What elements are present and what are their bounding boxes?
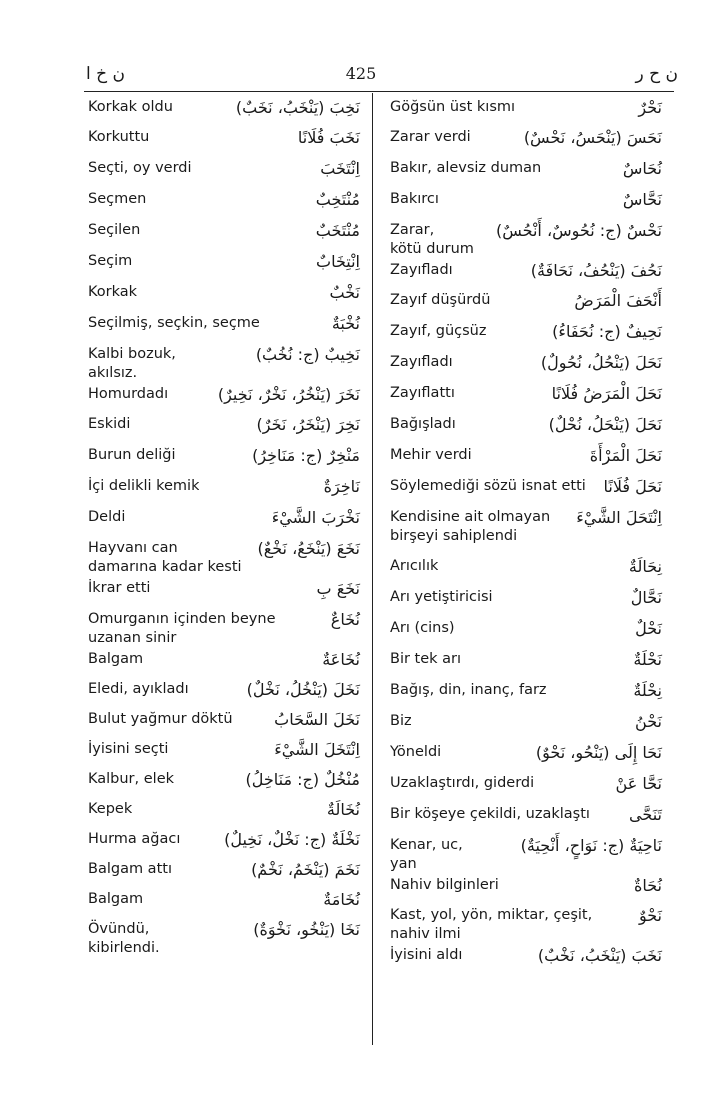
- dictionary-entry: [88, 740, 360, 759]
- turkish-meaning-line: Kenar, uc,: [390, 837, 463, 853]
- dictionary-entry: [88, 920, 360, 958]
- dictionary-entry: [390, 291, 662, 310]
- turkish-meaning-continuation: akılsız.: [88, 365, 138, 381]
- header-left-letters: ن خ ا: [86, 64, 125, 84]
- arabic-headword: نُخَاعٌ: [330, 610, 360, 629]
- dictionary-entry: [88, 128, 360, 147]
- dictionary-entry: [390, 712, 662, 731]
- turkish-meaning-continuation: yan: [390, 856, 417, 872]
- dictionary-entry: [88, 190, 360, 209]
- dictionary-entry: [390, 322, 662, 341]
- dictionary-entry: [88, 252, 360, 271]
- arabic-headword: نَحَلَ الْمَرْأَةَ: [589, 446, 662, 465]
- turkish-meaning: Yöneldi: [390, 744, 442, 760]
- turkish-meaning: Bakır, alevsiz duman: [390, 160, 542, 176]
- right-column: [390, 98, 662, 965]
- dictionary-entry: [88, 345, 360, 383]
- arabic-headword: نَحَا إِلَى (يَنْحُو، نَحْوٌ): [535, 743, 662, 762]
- turkish-meaning: Bir tek arı: [390, 651, 462, 667]
- dictionary-entry: [88, 680, 360, 699]
- arabic-headword: نَحَّا عَنْ: [615, 774, 662, 793]
- turkish-meaning: Söylemediği sözü isnat etti: [390, 478, 586, 494]
- dictionary-entry: [88, 579, 360, 598]
- dictionary-entry: [390, 557, 662, 576]
- turkish-meaning: Seçilen: [88, 222, 141, 238]
- turkish-meaning: Kepek: [88, 801, 133, 817]
- dictionary-entry: [88, 890, 360, 909]
- turkish-meaning: Balgam: [88, 651, 144, 667]
- arabic-headword: نَحْلٌ: [635, 619, 662, 638]
- turkish-meaning: Seçilmiş, seçkin, seçme: [88, 315, 260, 331]
- dictionary-entry: [390, 159, 662, 178]
- arabic-headword: نُخْبَةٌ: [331, 314, 360, 333]
- turkish-meaning: Hurma ağacı: [88, 831, 181, 847]
- dictionary-entry: [88, 860, 360, 879]
- arabic-headword: نَخَلَ السَّحَابُ: [274, 710, 360, 729]
- arabic-headword: نَخِرَ (يَنْخَرُ، نَخَرٌ): [256, 415, 360, 434]
- turkish-meaning-line: Zarar,: [390, 222, 435, 238]
- dictionary-entry: [88, 98, 360, 117]
- dictionary-entry: [88, 477, 360, 496]
- turkish-meaning: Seçti, oy verdi: [88, 160, 192, 176]
- turkish-meaning-line: Kast, yol, yön, miktar, çeşit,: [390, 907, 593, 923]
- arabic-headword: نَحْنُ: [635, 712, 662, 731]
- turkish-meaning: Zayıfladı: [390, 262, 453, 278]
- arabic-headword: اِنْتَحَلَ الشَّيْءَ: [576, 508, 662, 527]
- dictionary-entry: [88, 159, 360, 178]
- arabic-headword: نَحَلَ فُلَانًا: [603, 477, 662, 496]
- arabic-headword: نِحْلَةٌ: [633, 681, 662, 700]
- arabic-headword: اِنْتِخَابٌ: [316, 252, 360, 271]
- arabic-headword: نَحْلَةٌ: [633, 650, 662, 669]
- arabic-headword: نَخِبَ (يَنْخَبُ، نَخَبٌ): [235, 98, 360, 117]
- turkish-meaning-line: Kendisine ait olmayan: [390, 509, 551, 525]
- arabic-headword: نَخْبٌ: [329, 283, 360, 302]
- turkish-meaning: Korkuttu: [88, 129, 150, 145]
- dictionary-entry: [390, 508, 662, 546]
- dictionary-entry: [390, 190, 662, 209]
- turkish-meaning: Kalbur, elek: [88, 771, 175, 787]
- turkish-meaning: Korkak: [88, 284, 138, 300]
- turkish-meaning: Göğsün üst kısmı: [390, 99, 516, 115]
- dictionary-entry: [88, 539, 360, 577]
- dictionary-entry: [88, 650, 360, 669]
- turkish-meaning: Mehir verdi: [390, 447, 472, 463]
- turkish-meaning: Arıcılık: [390, 558, 439, 574]
- turkish-meaning-continuation: damarına kadar kesti: [88, 559, 242, 575]
- arabic-headword: مُنْخُلٌ (ج: مَنَاخِلُ): [245, 770, 360, 789]
- turkish-meaning: [88, 610, 360, 648]
- dictionary-entry: [88, 800, 360, 819]
- arabic-headword: نَخْلَةٌ (ج: نَخْلٌ، نَخِيلٌ): [224, 830, 360, 849]
- arabic-headword: نَخَلَ (يَنْخُلُ، نَخْلٌ): [246, 680, 360, 699]
- arabic-headword: نَحَلَ الْمَرَضُ فُلَانًا: [551, 384, 662, 403]
- turkish-meaning: Korkak oldu: [88, 99, 173, 115]
- page-number: 425: [345, 64, 377, 83]
- arabic-headword: نَخْرَبَ الشَّيْءَ: [271, 508, 360, 527]
- turkish-meaning: Zayıf düşürdü: [390, 292, 491, 308]
- left-column: [88, 98, 360, 958]
- turkish-meaning: Bir köşeye çekildi, uzaklaştı: [390, 806, 590, 822]
- dictionary-entry: [88, 508, 360, 527]
- turkish-meaning: Biz: [390, 713, 412, 729]
- arabic-headword: نَحِيفٌ (ج: نُحَفَاءُ): [552, 322, 662, 341]
- dictionary-entry: [390, 588, 662, 607]
- arabic-headword: نَخِيبٌ (ج: نُخُبٌ): [255, 345, 360, 364]
- dictionary-entry: [88, 446, 360, 465]
- dictionary-entry: [88, 710, 360, 729]
- arabic-headword: نُخَامَةٌ: [323, 890, 360, 909]
- arabic-headword: نَحْوٌ: [638, 906, 662, 925]
- dictionary-entry: [390, 415, 662, 434]
- dictionary-entry: [88, 610, 360, 648]
- turkish-meaning: Deldi: [88, 509, 126, 525]
- arabic-headword: نَحَّالٌ: [630, 588, 662, 607]
- turkish-meaning-line: Hayvanı can: [88, 540, 178, 556]
- turkish-meaning: İyisini aldı: [390, 947, 463, 963]
- turkish-meaning: Bakırcı: [390, 191, 439, 207]
- arabic-headword: نَخَبَ (يَنْخَبُ، نَخْبٌ): [537, 946, 662, 965]
- arabic-headword: اِنْتَخَلَ الشَّيْءَ: [274, 740, 360, 759]
- arabic-headword: نَاخِرَةٌ: [323, 477, 360, 496]
- dictionary-entry: [88, 415, 360, 434]
- arabic-headword: نَحْسٌ (ج: نُحُوسٌ، أَنْحُسٌ): [495, 221, 662, 240]
- turkish-meaning: Eledi, ayıkladı: [88, 681, 189, 697]
- turkish-meaning: İyisini seçti: [88, 741, 169, 757]
- turkish-meaning: Balgam: [88, 891, 144, 907]
- dictionary-entry: [390, 619, 662, 638]
- arabic-headword: نَخَعَ (يَنْخَعُ، نَخْعٌ): [257, 539, 360, 558]
- turkish-meaning: Bulut yağmur döktü: [88, 711, 233, 727]
- turkish-meaning-line: Övündü,: [88, 921, 150, 937]
- turkish-meaning: Balgam attı: [88, 861, 172, 877]
- turkish-meaning-continuation: kötü durum: [390, 241, 474, 257]
- arabic-headword: نَحَّاسٌ: [622, 190, 662, 209]
- dictionary-entry: [88, 770, 360, 789]
- turkish-meaning: Arı (cins): [390, 620, 455, 636]
- arabic-headword: نَحْرٌ: [638, 98, 662, 117]
- arabic-headword: نَحُفَ (يَنْحُفُ، نَحَافَةٌ): [530, 261, 662, 280]
- turkish-meaning: Uzaklaştırdı, giderdi: [390, 775, 535, 791]
- turkish-meaning: Seçmen: [88, 191, 147, 207]
- turkish-meaning: Burun deliği: [88, 447, 176, 463]
- turkish-meaning: Bağış, din, inanç, farz: [390, 682, 547, 698]
- turkish-meaning: Eskidi: [88, 416, 131, 432]
- turkish-meaning: Zayıflattı: [390, 385, 455, 401]
- arabic-headword: نَاحِيَةٌ (ج: نَوَاحٍ، أَنْحِيَةٌ): [520, 836, 662, 855]
- turkish-meaning: İkrar etti: [88, 580, 151, 596]
- arabic-headword: نُحَاسٌ: [622, 159, 662, 178]
- turkish-meaning: Bağışladı: [390, 416, 456, 432]
- dictionary-entry: [390, 774, 662, 793]
- dictionary-entry: [88, 314, 360, 333]
- turkish-meaning: İçi delikli kemik: [88, 478, 200, 494]
- header-right-letters: ن ح ر: [635, 64, 678, 84]
- arabic-headword: نُحَاةٌ: [633, 876, 662, 895]
- turkish-meaning-line: Omurganın içinden beyne: [88, 611, 276, 627]
- dictionary-entry: [390, 98, 662, 117]
- arabic-headword: نَخَا (يَنْخُو، نَخْوَةٌ): [253, 920, 360, 939]
- arabic-headword: تَنَحَّى: [629, 805, 662, 824]
- dictionary-entry: [88, 830, 360, 849]
- dictionary-entry: [390, 353, 662, 372]
- turkish-meaning: Zarar verdi: [390, 129, 471, 145]
- dictionary-entry: [390, 876, 662, 895]
- dictionary-entry: [390, 743, 662, 762]
- arabic-headword: مُنْتَخَبٌ: [315, 221, 360, 240]
- arabic-headword: أَنْحَفَ الْمَرَضُ: [574, 291, 662, 310]
- dictionary-entry: [390, 446, 662, 465]
- dictionary-entry: [390, 384, 662, 403]
- dictionary-entry: [88, 385, 360, 404]
- turkish-meaning: Arı yetiştiricisi: [390, 589, 493, 605]
- turkish-meaning-continuation: nahiv ilmi: [390, 926, 461, 942]
- arabic-headword: مَنْخِرٌ (ج: مَنَاخِرُ): [252, 446, 360, 465]
- dictionary-entry: [390, 261, 662, 280]
- arabic-headword: نَحَلَ (يَنْحَلُ، نُحْلٌ): [548, 415, 662, 434]
- arabic-headword: نُخَالَةٌ: [326, 800, 360, 819]
- arabic-headword: نَخَبَ فُلَانًا: [297, 128, 360, 147]
- dictionary-entry: [390, 650, 662, 669]
- arabic-headword: نُخَاعَةٌ: [322, 650, 360, 669]
- dictionary-entry: [390, 906, 662, 944]
- arabic-headword: نَخَرَ (يَنْخُرُ، نَخْرٌ، نَخِيرٌ): [217, 385, 360, 404]
- turkish-meaning: Homurdadı: [88, 386, 169, 402]
- turkish-meaning-line: Kalbi bozuk,: [88, 346, 176, 362]
- arabic-headword: نِحَالَةٌ: [628, 557, 662, 576]
- column-divider: [372, 93, 373, 1045]
- arabic-headword: نَحَلَ (يَنْحُلُ، نُحُولٌ): [540, 353, 662, 372]
- arabic-headword: نَخَعَ بِ: [316, 579, 360, 598]
- dictionary-entry: [390, 221, 662, 259]
- header-rule: [84, 91, 674, 92]
- arabic-headword: اِنْتَخَبَ: [320, 159, 360, 178]
- arabic-headword: نَخَمَ (يَنْخَمُ، نَخْمٌ): [251, 860, 360, 879]
- dictionary-entry: [88, 283, 360, 302]
- dictionary-entry: [390, 477, 662, 496]
- dictionary-entry: [390, 805, 662, 824]
- turkish-meaning: Nahiv bilginleri: [390, 877, 499, 893]
- turkish-meaning: Zayıf, güçsüz: [390, 323, 487, 339]
- arabic-headword: نَحَسَ (يَنْحَسُ، نَحْسٌ): [523, 128, 662, 147]
- dictionary-entry: [390, 836, 662, 874]
- arabic-headword: مُنْتَخِبٌ: [315, 190, 360, 209]
- dictionary-entry: [390, 946, 662, 965]
- turkish-meaning: Seçim: [88, 253, 133, 269]
- turkish-meaning-continuation: kibirlendi.: [88, 940, 160, 956]
- dictionary-entry: [390, 681, 662, 700]
- turkish-meaning-continuation: birşeyi sahiplendi: [390, 528, 518, 544]
- turkish-meaning: [390, 906, 662, 944]
- turkish-meaning-continuation: uzanan sinir: [88, 630, 177, 646]
- turkish-meaning: Zayıfladı: [390, 354, 453, 370]
- dictionary-entry: [88, 221, 360, 240]
- dictionary-entry: [390, 128, 662, 147]
